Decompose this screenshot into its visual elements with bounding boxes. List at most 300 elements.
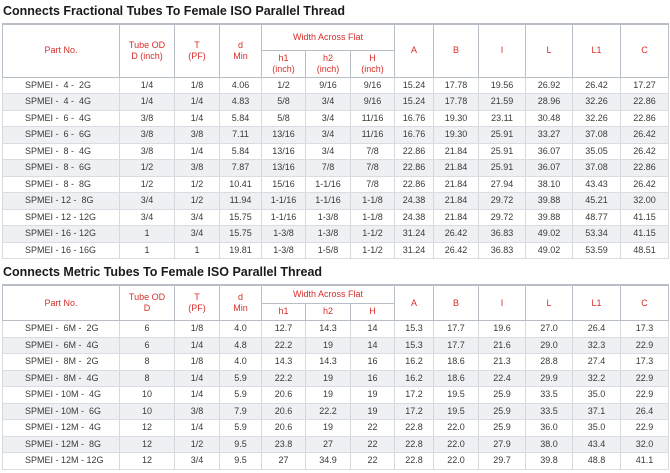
table-cell: 28.96 xyxy=(526,94,573,111)
table-cell: 1/4 xyxy=(175,337,220,354)
table-cell: 11.94 xyxy=(220,193,262,210)
table-cell: 22.9 xyxy=(621,337,669,354)
table-cell: 17.2 xyxy=(395,403,434,420)
table-cell: 1/4 xyxy=(175,143,220,160)
table-cell: 6 xyxy=(120,337,175,354)
table-cell: 1/4 xyxy=(175,387,220,404)
table-cell: 1/2 xyxy=(175,436,220,453)
table-cell: 1/4 xyxy=(175,370,220,387)
table-cell: 4.83 xyxy=(220,94,262,111)
header-b: B xyxy=(434,285,479,321)
table-cell: 5/8 xyxy=(262,110,306,127)
table-cell: 1/4 xyxy=(120,77,175,94)
table-cell: 20.6 xyxy=(262,387,306,404)
table-cell: 1/8 xyxy=(175,354,220,371)
table-cell: 7/8 xyxy=(351,143,395,160)
table-cell: 5.84 xyxy=(220,143,262,160)
table-cell: 53.34 xyxy=(573,226,621,243)
table-cell: 19.6 xyxy=(479,321,526,338)
table-cell: 41.15 xyxy=(621,226,669,243)
table-cell: 29.72 xyxy=(479,209,526,226)
header-t: T (PF) xyxy=(175,285,220,321)
header-width-across-flat: Width Across Flat xyxy=(262,24,395,50)
table-cell: 5.9 xyxy=(220,420,262,437)
table-cell: 17.7 xyxy=(434,337,479,354)
table-cell: 9.5 xyxy=(220,436,262,453)
table-cell: 33.5 xyxy=(526,387,573,404)
table-cell: 25.91 xyxy=(479,127,526,144)
table-cell: 21.84 xyxy=(434,143,479,160)
table-cell: 22.86 xyxy=(395,143,434,160)
table-cell: 1 xyxy=(120,242,175,259)
table-row xyxy=(3,242,669,259)
table-cell: 29.0 xyxy=(526,337,573,354)
table-cell: 1/8 xyxy=(175,321,220,338)
table-cell: 4.06 xyxy=(220,77,262,94)
part-number-cell: SPMEI - 12 - 12G xyxy=(3,209,120,226)
table-cell: 26.42 xyxy=(573,77,621,94)
table-cell: 22.2 xyxy=(306,403,351,420)
header-h1: h1 (inch) xyxy=(262,50,306,77)
header-l1: L1 xyxy=(573,24,621,77)
table-cell: 33.27 xyxy=(526,127,573,144)
table-cell: 16.2 xyxy=(395,370,434,387)
table-cell: 26.42 xyxy=(434,242,479,259)
table-cell: 3/4 xyxy=(120,209,175,226)
table-cell: 3/8 xyxy=(120,110,175,127)
header-t: T (PF) xyxy=(175,24,220,77)
table-cell: 8 xyxy=(120,370,175,387)
table-row xyxy=(3,453,669,470)
table-cell: 10 xyxy=(120,387,175,404)
table-cell: 3/8 xyxy=(120,127,175,144)
table-cell: 35.0 xyxy=(573,387,621,404)
table-cell: 25.9 xyxy=(479,387,526,404)
table-cell: 12.7 xyxy=(262,321,306,338)
table-cell: 1 xyxy=(120,226,175,243)
table-cell: 16.76 xyxy=(395,110,434,127)
table-row xyxy=(3,420,669,437)
table-cell: 36.07 xyxy=(526,143,573,160)
part-number-cell: SPMEI - 12 - 8G xyxy=(3,193,120,210)
table-cell: 1-5/8 xyxy=(306,242,351,259)
table-cell: 27.94 xyxy=(479,176,526,193)
table-cell: 19.30 xyxy=(434,110,479,127)
table-cell: 5.84 xyxy=(220,110,262,127)
table-cell: 23.11 xyxy=(479,110,526,127)
table-cell: 13/16 xyxy=(262,160,306,177)
table-cell: 29.7 xyxy=(479,453,526,470)
table-cell: 1-3/8 xyxy=(306,209,351,226)
header-d: d Min xyxy=(220,285,262,321)
table-cell: 38.0 xyxy=(526,436,573,453)
table-cell: 37.08 xyxy=(573,127,621,144)
table-cell: 26.4 xyxy=(621,403,669,420)
table-cell: 26.92 xyxy=(526,77,573,94)
table-cell: 16 xyxy=(351,370,395,387)
table-cell: 38.10 xyxy=(526,176,573,193)
table-cell: 33.5 xyxy=(526,403,573,420)
table-cell: 41.15 xyxy=(621,209,669,226)
table-cell: 16.2 xyxy=(395,354,434,371)
table-cell: 3/8 xyxy=(175,403,220,420)
part-number-cell: SPMEI - 10M - 4G xyxy=(3,387,120,404)
table-cell: 19 xyxy=(351,387,395,404)
table-cell: 22.9 xyxy=(621,420,669,437)
table-cell: 14 xyxy=(351,337,395,354)
table-cell: 16.76 xyxy=(395,127,434,144)
header-a: A xyxy=(395,24,434,77)
table-cell: 3/4 xyxy=(120,193,175,210)
header-i: I xyxy=(479,24,526,77)
part-number-cell: SPMEI - 12M - 12G xyxy=(3,453,120,470)
header-d: d Min xyxy=(220,24,262,77)
table-cell: 49.02 xyxy=(526,226,573,243)
table-cell: 14.3 xyxy=(306,354,351,371)
part-number-cell: SPMEI - 6 - 6G xyxy=(3,127,120,144)
table-cell: 25.91 xyxy=(479,160,526,177)
part-number-cell: SPMEI - 12M - 4G xyxy=(3,420,120,437)
table-cell: 21.84 xyxy=(434,209,479,226)
table-row xyxy=(3,370,669,387)
table-row xyxy=(3,143,669,160)
header-tube-od: Tube OD D (inch) xyxy=(120,24,175,77)
table-cell: 12 xyxy=(120,436,175,453)
table-row xyxy=(3,436,669,453)
header-l: L xyxy=(526,285,573,321)
table-cell: 43.4 xyxy=(573,436,621,453)
table-cell: 22.2 xyxy=(262,337,306,354)
table-cell: 18.6 xyxy=(434,370,479,387)
table-cell: 19 xyxy=(306,337,351,354)
table-cell: 1-3/8 xyxy=(262,226,306,243)
table-cell: 22.0 xyxy=(434,420,479,437)
table-cell: 1-3/8 xyxy=(262,242,306,259)
table-cell: 22.8 xyxy=(395,436,434,453)
table-cell: 17.3 xyxy=(621,321,669,338)
header-c: C xyxy=(621,285,669,321)
header-part-no: Part No. xyxy=(3,24,120,77)
table-cell: 6 xyxy=(120,321,175,338)
table-cell: 19 xyxy=(306,420,351,437)
table-cell: 22.86 xyxy=(621,160,669,177)
table-cell: 27.9 xyxy=(479,436,526,453)
table-cell: 1/2 xyxy=(175,176,220,193)
table-cell: 1-1/8 xyxy=(351,209,395,226)
header-part-no: Part No. xyxy=(3,285,120,321)
table-cell: 3/8 xyxy=(120,143,175,160)
table-cell: 3/4 xyxy=(306,94,351,111)
table-cell: 19 xyxy=(306,370,351,387)
metric-tube-table xyxy=(2,284,669,470)
table-cell: 8 xyxy=(120,354,175,371)
table-cell: 17.7 xyxy=(434,321,479,338)
table-cell: 10 xyxy=(120,403,175,420)
table-cell: 35.05 xyxy=(573,143,621,160)
table-cell: 1 xyxy=(175,242,220,259)
table-cell: 48.51 xyxy=(621,242,669,259)
table-row xyxy=(3,321,669,338)
table-cell: 17.3 xyxy=(621,354,669,371)
table-cell: 21.6 xyxy=(479,337,526,354)
part-number-cell: SPMEI - 8M - 4G xyxy=(3,370,120,387)
table-cell: 30.48 xyxy=(526,110,573,127)
header-h1: h1 xyxy=(262,303,306,320)
section-title-fractional: Connects Fractional Tubes To Female ISO Parallel Thread xyxy=(3,4,345,18)
table-cell: 19 xyxy=(351,403,395,420)
table-cell: 1-1/8 xyxy=(351,193,395,210)
table-cell: 16 xyxy=(351,354,395,371)
table-cell: 48.77 xyxy=(573,209,621,226)
header-l1: L1 xyxy=(573,285,621,321)
table-row xyxy=(3,193,669,210)
table-cell: 22.86 xyxy=(395,176,434,193)
table-cell: 39.88 xyxy=(526,193,573,210)
table-cell: 1/2 xyxy=(120,160,175,177)
table-cell: 24.38 xyxy=(395,193,434,210)
table-cell: 1/4 xyxy=(175,110,220,127)
table-cell: 34.9 xyxy=(306,453,351,470)
table-cell: 1-1/16 xyxy=(306,176,351,193)
table-cell: 31.24 xyxy=(395,226,434,243)
table-cell: 5/8 xyxy=(262,94,306,111)
table-row xyxy=(3,127,669,144)
part-number-cell: SPMEI - 6 - 4G xyxy=(3,110,120,127)
table-cell: 29.72 xyxy=(479,193,526,210)
header-c: C xyxy=(621,24,669,77)
table-cell: 1-1/2 xyxy=(351,226,395,243)
table-cell: 1-1/16 xyxy=(262,193,306,210)
table-cell: 49.02 xyxy=(526,242,573,259)
table-cell: 1-1/16 xyxy=(262,209,306,226)
table-cell: 28.8 xyxy=(526,354,573,371)
table-row xyxy=(3,77,669,94)
table-row xyxy=(3,354,669,371)
table-row xyxy=(3,176,669,193)
table-cell: 15.24 xyxy=(395,94,434,111)
table-cell: 39.8 xyxy=(526,453,573,470)
table-cell: 10.41 xyxy=(220,176,262,193)
table-cell: 22.2 xyxy=(262,370,306,387)
table-cell: 1-3/8 xyxy=(306,226,351,243)
table-cell: 1/2 xyxy=(120,176,175,193)
table-cell: 37.08 xyxy=(573,160,621,177)
table-cell: 26.42 xyxy=(434,226,479,243)
table-cell: 17.78 xyxy=(434,94,479,111)
table-cell: 3/4 xyxy=(175,209,220,226)
table-cell: 26.42 xyxy=(621,143,669,160)
header-h: H (inch) xyxy=(351,50,395,77)
table-cell: 25.91 xyxy=(479,143,526,160)
table-cell: 4.8 xyxy=(220,337,262,354)
part-number-cell: SPMEI - 8 - 4G xyxy=(3,143,120,160)
part-number-cell: SPMEI - 10M - 6G xyxy=(3,403,120,420)
part-number-cell: SPMEI - 12M - 8G xyxy=(3,436,120,453)
table-row xyxy=(3,403,669,420)
table-cell: 53.59 xyxy=(573,242,621,259)
table-cell: 32.26 xyxy=(573,110,621,127)
table-cell: 22.86 xyxy=(621,110,669,127)
table-cell: 1/4 xyxy=(175,94,220,111)
part-number-cell: SPMEI - 6M - 4G xyxy=(3,337,120,354)
table-cell: 19.5 xyxy=(434,403,479,420)
table-cell: 7.87 xyxy=(220,160,262,177)
table-cell: 27.0 xyxy=(526,321,573,338)
table-cell: 4.0 xyxy=(220,354,262,371)
table-cell: 24.38 xyxy=(395,209,434,226)
table-cell: 21.59 xyxy=(479,94,526,111)
table-cell: 5.9 xyxy=(220,387,262,404)
table-cell: 41.1 xyxy=(621,453,669,470)
table-cell: 36.83 xyxy=(479,226,526,243)
table-cell: 26.4 xyxy=(573,321,621,338)
table-cell: 22.8 xyxy=(395,420,434,437)
table-cell: 15.24 xyxy=(395,77,434,94)
table-cell: 22.8 xyxy=(395,453,434,470)
table-cell: 3/4 xyxy=(306,143,351,160)
table-cell: 36.0 xyxy=(526,420,573,437)
table-cell: 32.00 xyxy=(621,193,669,210)
table-row xyxy=(3,387,669,404)
table-cell: 13/16 xyxy=(262,127,306,144)
table-cell: 22.9 xyxy=(621,387,669,404)
table-cell: 27.4 xyxy=(573,354,621,371)
header-h2: h2 xyxy=(306,303,351,320)
table-cell: 32.0 xyxy=(621,436,669,453)
table-cell: 22.4 xyxy=(479,370,526,387)
table-cell: 9/16 xyxy=(351,77,395,94)
part-number-cell: SPMEI - 8 - 6G xyxy=(3,160,120,177)
table-cell: 48.8 xyxy=(573,453,621,470)
table-cell: 9/16 xyxy=(306,77,351,94)
table-cell: 45.21 xyxy=(573,193,621,210)
table-cell: 27 xyxy=(262,453,306,470)
table-cell: 3/8 xyxy=(175,160,220,177)
table-cell: 7/8 xyxy=(351,160,395,177)
table-cell: 20.6 xyxy=(262,403,306,420)
table-cell: 17.2 xyxy=(395,387,434,404)
table-cell: 19.5 xyxy=(434,387,479,404)
table-cell: 37.1 xyxy=(573,403,621,420)
table-cell: 12 xyxy=(120,453,175,470)
table-cell: 22.9 xyxy=(621,370,669,387)
table-cell: 21.84 xyxy=(434,176,479,193)
table-cell: 31.24 xyxy=(395,242,434,259)
table-row xyxy=(3,226,669,243)
table-cell: 1-1/16 xyxy=(306,193,351,210)
table-cell: 22.86 xyxy=(395,160,434,177)
header-b: B xyxy=(434,24,479,77)
table-cell: 1/4 xyxy=(120,94,175,111)
table-cell: 7.9 xyxy=(220,403,262,420)
table-cell: 15.3 xyxy=(395,337,434,354)
section-title-metric: Connects Metric Tubes To Female ISO Parallel Thread xyxy=(3,265,323,279)
part-number-cell: SPMEI - 16 - 12G xyxy=(3,226,120,243)
part-number-cell: SPMEI - 4 - 4G xyxy=(3,94,120,111)
table-cell: 29.9 xyxy=(526,370,573,387)
table-cell: 3/4 xyxy=(175,453,220,470)
table-cell: 17.78 xyxy=(434,77,479,94)
table-cell: 22 xyxy=(351,436,395,453)
table-cell: 22.0 xyxy=(434,436,479,453)
table-cell: 26.42 xyxy=(621,176,669,193)
table-cell: 14 xyxy=(351,321,395,338)
table-cell: 27 xyxy=(306,436,351,453)
fractional-tube-table xyxy=(2,23,669,259)
table-cell: 21.84 xyxy=(434,193,479,210)
table-cell: 7.11 xyxy=(220,127,262,144)
table-cell: 22.0 xyxy=(434,453,479,470)
table-row xyxy=(3,209,669,226)
table-cell: 32.26 xyxy=(573,94,621,111)
table-cell: 9/16 xyxy=(351,94,395,111)
table-cell: 15.3 xyxy=(395,321,434,338)
table-cell: 19.30 xyxy=(434,127,479,144)
table-cell: 19 xyxy=(306,387,351,404)
table-cell: 7/8 xyxy=(351,176,395,193)
table-cell: 1-1/2 xyxy=(351,242,395,259)
table-cell: 22 xyxy=(351,453,395,470)
table-cell: 3/4 xyxy=(306,127,351,144)
table-cell: 3/4 xyxy=(306,110,351,127)
table-cell: 26.42 xyxy=(621,127,669,144)
header-l: L xyxy=(526,24,573,77)
table-cell: 32.2 xyxy=(573,370,621,387)
header-i: I xyxy=(479,285,526,321)
table-cell: 22.86 xyxy=(621,94,669,111)
table-cell: 11/16 xyxy=(351,110,395,127)
table-cell: 43.43 xyxy=(573,176,621,193)
part-number-cell: SPMEI - 8 - 8G xyxy=(3,176,120,193)
table-cell: 1/2 xyxy=(175,193,220,210)
table-cell: 25.9 xyxy=(479,420,526,437)
table-cell: 14.3 xyxy=(262,354,306,371)
table-row xyxy=(3,94,669,111)
table-cell: 11/16 xyxy=(351,127,395,144)
part-number-cell: SPMEI - 4 - 2G xyxy=(3,77,120,94)
table-cell: 35.0 xyxy=(573,420,621,437)
table-row xyxy=(3,337,669,354)
table-cell: 1/4 xyxy=(175,420,220,437)
table-cell: 36.83 xyxy=(479,242,526,259)
part-number-cell: SPMEI - 6M - 2G xyxy=(3,321,120,338)
header-width-across-flat: Width Across Flat xyxy=(262,285,395,303)
table-cell: 17.27 xyxy=(621,77,669,94)
table-cell: 13/16 xyxy=(262,143,306,160)
table-cell: 32.3 xyxy=(573,337,621,354)
table-cell: 3/8 xyxy=(175,127,220,144)
table-cell: 19.56 xyxy=(479,77,526,94)
table-cell: 19.81 xyxy=(220,242,262,259)
part-number-cell: SPMEI - 8M - 2G xyxy=(3,354,120,371)
table-cell: 4.0 xyxy=(220,321,262,338)
header-tube-od: Tube OD D xyxy=(120,285,175,321)
header-a: A xyxy=(395,285,434,321)
table-cell: 20.6 xyxy=(262,420,306,437)
table-cell: 36.07 xyxy=(526,160,573,177)
part-number-cell: SPMEI - 16 - 16G xyxy=(3,242,120,259)
table-cell: 21.84 xyxy=(434,160,479,177)
header-h2: h2 (inch) xyxy=(306,50,351,77)
table-cell: 12 xyxy=(120,420,175,437)
table-cell: 15.75 xyxy=(220,209,262,226)
table-cell: 5.9 xyxy=(220,370,262,387)
table-cell: 9.5 xyxy=(220,453,262,470)
table-cell: 1/2 xyxy=(262,77,306,94)
table-cell: 7/8 xyxy=(306,160,351,177)
table-cell: 15/16 xyxy=(262,176,306,193)
table-cell: 1/8 xyxy=(175,77,220,94)
